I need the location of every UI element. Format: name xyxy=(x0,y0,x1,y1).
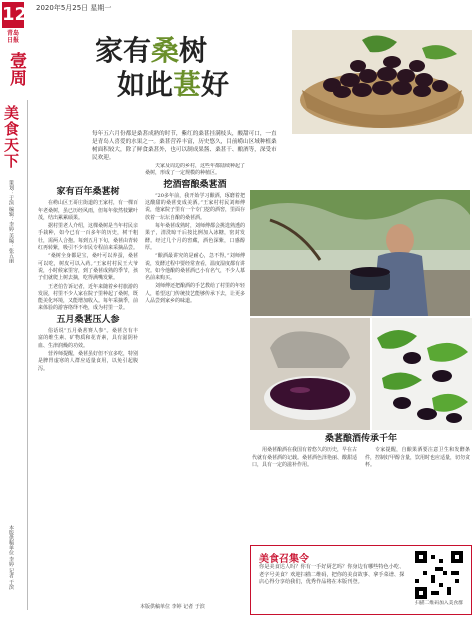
rail-divider xyxy=(27,100,28,610)
qr-caption: 扫描二维码加入美食群 xyxy=(415,601,463,606)
mulberries-leaves-photo xyxy=(372,318,472,430)
paragraph: 营养师提醒，桑葚虽好但不宜多吃，特别是脾胃虚寒的人群应适量食用，以免引起腹泻。 xyxy=(38,350,138,372)
editorial-credits: 策划：于滨 编辑：李婷 美编：张五丽 xyxy=(8,180,14,264)
villager-picking-photo xyxy=(250,190,470,316)
section-title: 美食天下 xyxy=(2,105,20,169)
headline-accent: 桑 xyxy=(151,34,180,67)
paragraph: 每年桑葚成熟时，刘师傅都会挑选熟透的果子，清洗晾干后按比例加入冰糖，密封发酵。经过几个月的窖藏，酒色深紫，口感醇厚。 xyxy=(145,223,245,251)
article-column-b xyxy=(145,163,245,613)
article-column-c xyxy=(252,432,470,542)
paragraph: 王老伯告诉记者，近年来随着乡村旅游的发展，村里不少人家在院子里种起了桑树，既能美化环境，又能增加收入。每年采摘季，前来体验的游客络绎不绝，成为村里一景。 xyxy=(38,283,138,312)
headline-part: 如此 xyxy=(117,68,174,101)
promo-title: 美食召集令 xyxy=(259,554,309,565)
newspaper-brand: 青岛 日报 xyxy=(6,30,19,44)
intro-paragraph: 每年五六月份都是桑葚成熟的时节，紫红的桑葚挂满枝头，酸甜可口，一直是青岛人喜爱的水果之一。桑葚营养丰富，历史悠久，目前崂山区域种植桑树面积较大，除了鲜食桑葚外，也可以制成果酱、桑葚干、酿酒等，深受市民欢迎。 xyxy=(92,131,277,161)
paragraph: 俗话说“五月桑葚赛人参”。桑葚含有丰富的维生素、矿物质和花青素，具有滋阴补血、生津润燥的功效。 xyxy=(38,328,138,349)
headline-accent: 葚 xyxy=(173,68,202,101)
paragraph: 用桑葚酿酒在我国有着悠久的历史，早在古代就有桑葚酒的记载。桑葚酒色泽艳丽、酸甜适口，具有一定的滋补作用。 xyxy=(252,447,358,468)
promo-body: 你是美食达人吗？你有一手好厨艺吗？你身边有哪些特色小吃、老字号美食？欢迎扫描二维码，把你的美食故事、拿手菜谱、探店心得分享给我们，优秀作品将在本版刊登。 xyxy=(259,564,405,585)
headline xyxy=(95,34,229,102)
page-number: 12 xyxy=(2,2,24,28)
subheading: 五月桑葚压人参 xyxy=(56,314,120,325)
paragraph: 在崂山区王哥庄街道的王家村，有一棵百年老桑树，虽已历经风雨，但每年依然枝繁叶茂，结出累累硕果。 xyxy=(38,200,138,221)
date-line: 2020年5月25日 星期一 xyxy=(36,4,112,12)
byline: 本版供稿单位 李婷 记者 于滨 xyxy=(140,604,205,610)
headline-part: 家有 xyxy=(95,34,152,67)
paragraph: 刘师傅还把酿酒的手艺教给了村里的年轻人，希望这门传统技艺能够传承下去，让更多人品尝到家乡的味道。 xyxy=(145,283,245,305)
paragraph: “酿酒最讲究的是耐心，急不得。”刘师傅说，发酵过程中要经常查看，温度湿度都有讲究。如今他酿的桑葚酒已小有名气，不少人慕名前来购买。 xyxy=(145,253,245,282)
left-rail xyxy=(0,95,26,615)
subheading: 桑葚酿酒传承千年 xyxy=(324,434,397,444)
paragraph: 据村里老人介绍，这棵桑树是当年村民亲手栽种，如今已有一百多年的历史，树干粗壮，需两人合抱。每到五月下旬，桑葚由青转红再转紫，吸引不少市民专程前来采摘品尝。 xyxy=(38,223,138,252)
supplement-title: 壹周 xyxy=(6,52,26,86)
mulberry-basket-photo xyxy=(292,30,472,134)
headline-part: 好 xyxy=(201,68,230,101)
subheading: 家有百年桑葚树 xyxy=(56,187,120,197)
paragraph: “桑树全身都是宝，桑叶可以养蚕，桑葚可以吃，树皮可以入药。”王家村村民王大爷说，小时候家里穷，到了桑葚成熟的季节，孩子们就爬上树去摘，吃得满嘴发紫。 xyxy=(38,253,138,282)
subheading: 挖酒窖酿桑葚酒 xyxy=(163,179,227,190)
promo-box xyxy=(250,545,472,615)
wine-bowl-photo xyxy=(250,318,370,430)
paragraph: 夫家及周边的乡村，这些年都陆续种起了桑树，形成了一定规模的种植区。 xyxy=(145,163,245,177)
qr-code-icon[interactable] xyxy=(415,551,463,599)
rail-footer: 本版供稿单位 李婷 记者 于滨 xyxy=(8,525,14,590)
headline-part: 树 xyxy=(179,34,208,67)
article-column-a xyxy=(38,185,138,605)
paragraph: “20多年前，我开始学习酿酒，琢磨着把这酸甜的桑葚变成美酒。”王家村村民刘师傅说，他家院子里有一个专门挖的酒窖，里面存放着一坛坛自酿的桑葚酒。 xyxy=(145,192,245,221)
paragraph: 专家提醒，自酿果酒要注意卫生和发酵条件，控制好甲醇含量，饮用时也应适量，切勿贪杯。 xyxy=(365,447,470,468)
